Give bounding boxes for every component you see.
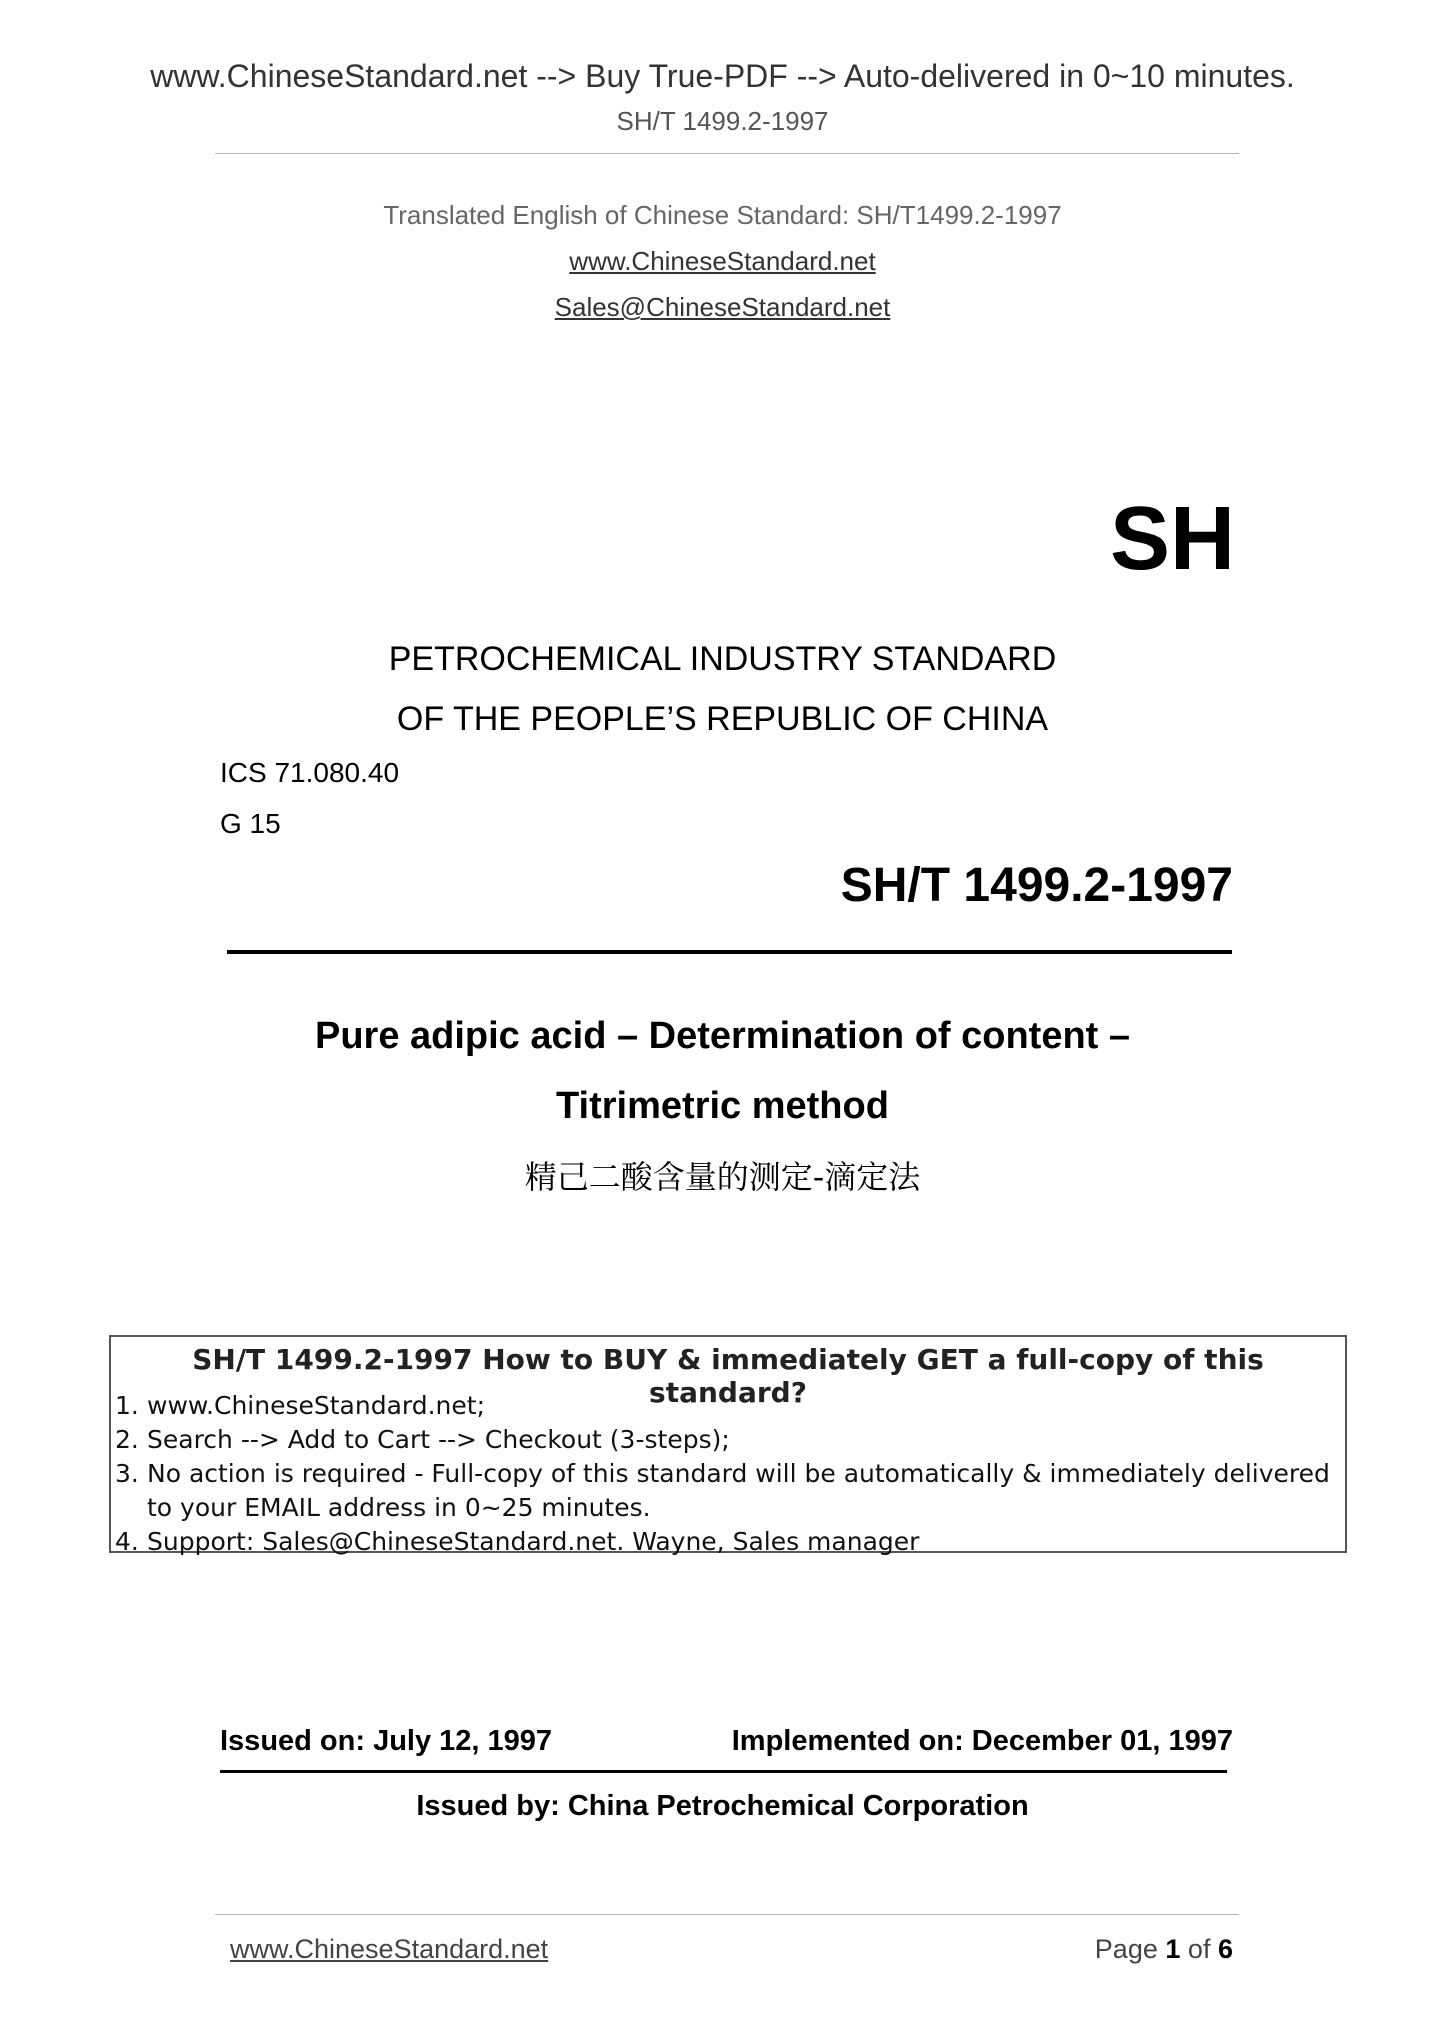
purchase-heading: SH/T 1499.2-1997 How to BUY & immediately GET a full-copy of this standard? [192, 1343, 1264, 1409]
page-current: 1 [1165, 1934, 1181, 1964]
purchase-steps [111, 1389, 1345, 1559]
purchase-step [111, 1525, 1345, 1559]
step-text: Search --> Add to Cart --> Checkout (3-steps); [147, 1425, 730, 1454]
translation-label: Translated English of Chinese Standard: SH/T1499.2-1997 [383, 200, 1062, 230]
standard-mark: SH [1109, 489, 1235, 589]
ics-code: ICS 71.080.40 [220, 757, 400, 788]
document-title-line1: Pure adipic acid – Determination of content – [314, 1015, 1131, 1057]
header-banner: www.ChineseStandard.net --> Buy True-PDF --> Auto-delivered in 0~10 minutes. [150, 58, 1295, 94]
issuing-body-line2: OF THE PEOPLE’S REPUBLIC OF CHINA [396, 700, 1049, 738]
implemented-date: Implemented on: December 01, 1997 [731, 1725, 1233, 1757]
step-number: 4. [115, 1527, 139, 1556]
issue-divider [220, 1770, 1227, 1773]
page-total: 6 [1217, 1934, 1233, 1964]
title-divider [227, 950, 1232, 954]
step-number: 1. [115, 1391, 139, 1420]
header-standard-code: SH/T 1499.2-1997 [616, 106, 829, 136]
document-title-chinese: 精己二酸含量的测定-滴定法 [524, 1158, 921, 1196]
step-text: No action is required - Full-copy of this standard will be automatically & immediately delivered to your EMAIL address in 0~25 minutes. [147, 1459, 1330, 1522]
step-text: Support: Sales@ChineseStandard.net. Wayne, Sales manager [147, 1527, 920, 1556]
website-link[interactable]: www.ChineseStandard.net [569, 246, 876, 276]
purchase-step [111, 1457, 1345, 1525]
page-indicator [1095, 1934, 1233, 1965]
purchase-info-box [109, 1335, 1347, 1556]
footer-website-link[interactable]: www.ChineseStandard.net [230, 1934, 549, 1964]
page-label: Page [1094, 1934, 1158, 1964]
email-link[interactable]: Sales@ChineseStandard.net [554, 292, 891, 322]
step-text: www.ChineseStandard.net; [147, 1391, 486, 1420]
issuing-body-line1: PETROCHEMICAL INDUSTRY STANDARD [388, 640, 1057, 678]
header-divider [215, 153, 1239, 154]
issued-date: Issued on: July 12, 1997 [220, 1725, 553, 1757]
classification-code: G 15 [220, 808, 281, 839]
issued-by: Issued by: China Petrochemical Corporation [416, 1790, 1029, 1822]
step-number: 2. [115, 1425, 139, 1454]
purchase-step [111, 1423, 1345, 1457]
purchase-step [111, 1389, 1345, 1423]
page-of: of [1187, 1934, 1211, 1964]
step-number: 3. [115, 1459, 139, 1488]
document-title-line2: Titrimetric method [556, 1085, 889, 1127]
standard-number: SH/T 1499.2-1997 [840, 859, 1233, 912]
footer-divider [215, 1914, 1239, 1915]
